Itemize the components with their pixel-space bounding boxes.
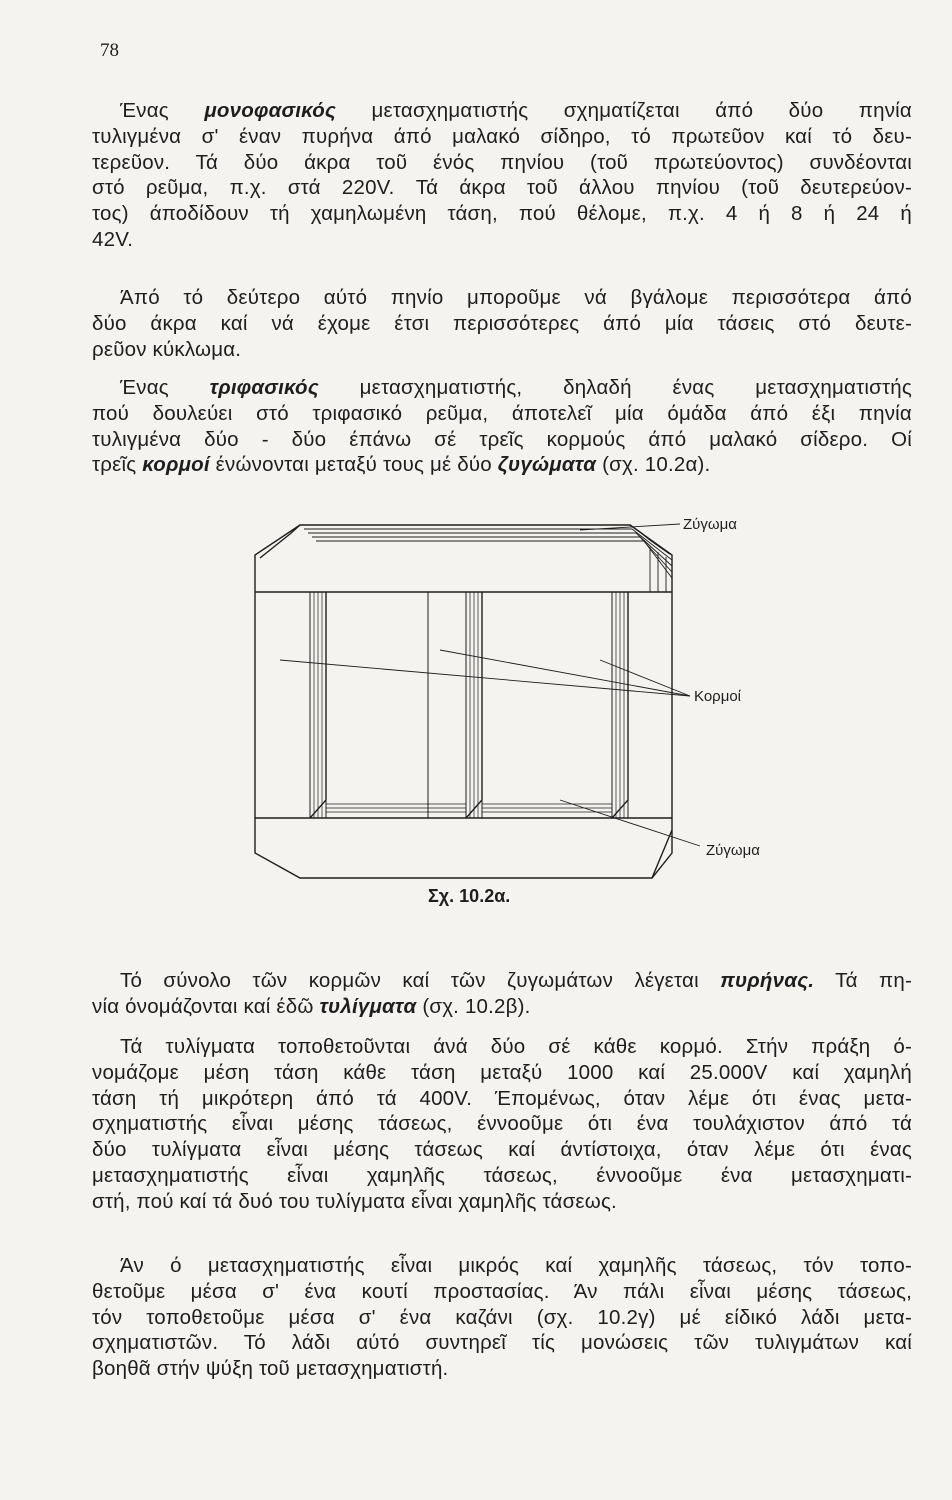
term-windings: τυλίγματα [319,994,417,1018]
paragraph-secondary-taps: Άπό τό δεύτερο αύτό πηνίο μποροῦμε νά βγάλομε περισσότερα άπό δύο άκρα καί νά έχομε έτσι περισσότερες άπό μία τάσεις στό δευτε- ρεῦον κύκλωμα. [92,286,912,361]
paragraph-voltage-levels: Τά τυλίγματα τοποθετοῦνται άνά δύο σέ κάθε κορμό. Στήν πράξη ό- νομάζομε μέση τάση κάθε τάση μεταξύ 1000 καί 25.000V καί χαμηλή τάση τή μικρότερη άπό τά 400V. Έπομένως, όταν λέμε ότι ένας μετα- σχηματιστής εἶναι μέσης τάσεως, έννοοῦμε ότι ένα τουλάχιστον άπό τά δύο τυλίγματα εἶναι μέσης τάσεως καί άντίστοιχα, όταν λέμε ότι ένας μετασχηματιστής εἶναι χαμηλῆς τάσεως, έννοοῦμε ένα μετασχηματι- στή, πού καί τά δυό του τυλίγματα εἶναι χαμηλῆς τάσεως. [92,1035,912,1213]
paragraph-protection: Άν ό μετασχηματιστής εἶναι μικρός καί χαμηλῆς τάσεως, τόν τοπο- θετοῦμε μέσα σ' ένα κουτί προστασίας. Άν πάλι εἶναι μέσης τάσεως, τόν τοποθετοῦμε μέσα σ' ένα καζάνι (σχ. 10.2γ) μέ είδικό λάδι μετα- σχηματιστῶν. Τό λάδι αύτό συντηρεῖ τίς μονώσεις τῶν τυλιγμάτων καί βοηθᾶ στήν ψύξη τοῦ μετασχηματιστή. [92,1254,912,1381]
figure-caption: Σχ. 10.2α. [428,886,511,906]
label-yoke-top: Ζύγωμα [683,516,737,533]
term-three-phase: τριφασικός [209,376,319,399]
term-single-phase: μονοφασικός [204,99,337,122]
label-yoke-bottom: Ζύγωμα [706,842,760,859]
label-cores: Κορμοί [694,688,742,705]
term-yokes: ζυγώματα [497,453,597,477]
paragraph-core-definition: Τό σύνολο τῶν κορμῶν καί τῶν ζυγωμάτων λέγεται πυρήνας. Τά πη- νία όνομάζονται καί έδῶ τυλίγματα (σχ. 10.2β). [92,969,912,1018]
paragraph-single-phase: Ένας μονοφασικός μετασχηματιστής σχηματίζεται άπό δύο πηνία τυλιγμένα σ' έναν πυρήνα άπό μαλακό σίδηρο, τό πρωτεῦον καί τό δευ- τερεῦον. Τά δύο άκρα τοῦ ένός πηνίου (τοῦ πρωτεύοντος) συνδέονται στό ρεῦμα, π.χ. στά 220V. Τά άκρα τοῦ άλλου πηνίου (τοῦ δευτερεύον- τος) άποδίδουν τή χαμηλωμένη τάση, πού θέλομε, π.χ. 4 ή 8 ή 24 ή 42V. [92,99,912,251]
page-number: 78 [100,40,119,61]
term-cores: κορμοί [142,453,210,477]
paragraph-three-phase: Ένας τριφασικός μετασχηματιστής, δηλαδή ένας μετασχηματιστής πού δουλεύει στό τριφασικό ρεῦμα, άποτελεῖ μία όμάδα άπό έξι πηνία τυλιγμένα δύο - δύο έπάνω σέ τρεῖς κορμούς άπό μαλακό σίδερο. Οί τρεῖς κορμοί ένώνονται μεταξύ τους μέ δύο ζυγώματα (σχ. 10.2α). [92,376,912,477]
term-core: πυρήνας. [720,969,815,992]
transformer-core-diagram [240,510,840,910]
